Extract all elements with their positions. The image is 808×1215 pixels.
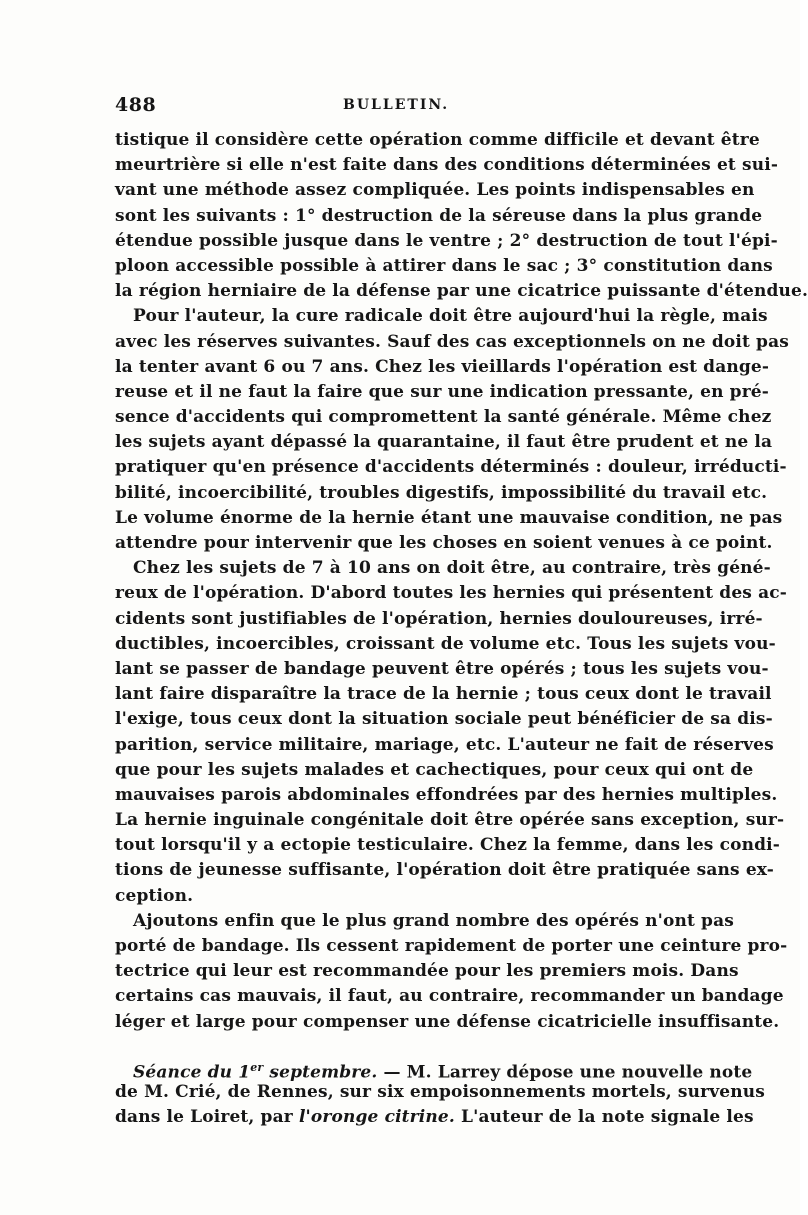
text-line: ploon accessible possible à attirer dans le sac ; 3° constitution dans bbox=[115, 255, 773, 276]
text-line bbox=[115, 1105, 754, 1130]
text-line: de M. Crié, de Rennes, sur six empoisonnements mortels, survenus bbox=[115, 1081, 765, 1102]
text-line: parition, service militaire, mariage, etc. L'auteur ne fait de réserves bbox=[115, 734, 774, 755]
seance-label: Séance du 1 bbox=[133, 1062, 251, 1083]
paragraph-1 bbox=[115, 128, 808, 304]
text-line: meurtrière si elle n'est faite dans des conditions déterminées et sui- bbox=[115, 155, 779, 176]
text-line: vant une méthode assez compliquée. Les points indispensables en bbox=[115, 180, 755, 201]
text-line: porté de bandage. Ils cessent rapidement de porter une ceinture pro- bbox=[115, 936, 788, 956]
text-line: sence d'accidents qui compromettent la santé générale. Même chez bbox=[115, 407, 772, 428]
text-line: étendue possible jusque dans le ventre ; 2° destruction de tout l'épi- bbox=[115, 230, 778, 251]
paragraph-3 bbox=[115, 556, 787, 909]
paragraph-5 bbox=[115, 1055, 765, 1131]
text-line: tout lorsqu'il y a ectopie testiculaire. Chez la femme, dans les condi- bbox=[115, 835, 780, 856]
text-segment: dans le Loiret, par bbox=[115, 1107, 299, 1128]
text-line: bilité, incoercibilité, troubles digestifs, impossibilité du travail etc. bbox=[115, 482, 768, 503]
text-line: La hernie inguinale congénitale doit être opérée sans exception, sur- bbox=[115, 810, 785, 831]
text-line: mauvaises parois abdominales effondrées par des hernies multiples. bbox=[115, 784, 778, 805]
text-line: Le volume énorme de la hernie étant une mauvaise condition, ne pas bbox=[115, 507, 783, 528]
text-line: l'exige, tous ceux dont la situation sociale peut bénéficier de sa dis- bbox=[115, 709, 773, 730]
text-line: cidents sont justifiables de l'opération, hernies douloureuses, irré- bbox=[115, 608, 763, 629]
text-segment: — M. Larrey dépose une nouvelle note bbox=[377, 1062, 753, 1083]
text-line: avec les réserves suivantes. Sauf des cas exceptionnels on ne doit pas bbox=[115, 331, 789, 352]
running-head: BULLETIN. bbox=[343, 97, 450, 113]
text-line: la tenter avant 6 ou 7 ans. Chez les vieillards l'opération est dange- bbox=[115, 356, 770, 377]
text-line: ception. bbox=[115, 885, 194, 906]
text-line: tectrice qui leur est recommandée pour les premiers mois. Dans bbox=[115, 961, 739, 982]
section-gap bbox=[115, 1035, 687, 1055]
paragraph-4 bbox=[115, 909, 788, 1035]
page-header bbox=[115, 94, 687, 120]
text-segment: L'auteur de la note signale les bbox=[454, 1107, 754, 1128]
text-line: sont les suivants : 1° destruction de la séreuse dans la plus grande bbox=[115, 205, 763, 226]
text-line: les sujets ayant dépassé la quarantaine, il faut être prudent et ne la bbox=[115, 432, 773, 453]
text-line: Chez les sujets de 7 à 10 ans on doit être, au contraire, très géné- bbox=[133, 558, 771, 579]
text-line: Pour l'auteur, la cure radicale doit être aujourd'hui la règle, mais bbox=[133, 306, 768, 327]
text-line: certains cas mauvais, il faut, au contraire, recommander un bandage bbox=[115, 986, 784, 1007]
text-line: attendre pour intervenir que les choses en soient venues à ce point. bbox=[115, 533, 773, 553]
text-line: tions de jeunesse suffisante, l'opération doit être pratiquée sans ex- bbox=[115, 860, 774, 881]
text-line: Ajoutons enfin que le plus grand nombre des opérés n'ont pas bbox=[133, 910, 734, 931]
text-line: lant faire disparaître la trace de la hernie ; tous ceux dont le travail bbox=[115, 684, 772, 705]
text-line: que pour les sujets malades et cachectiques, pour ceux qui ont de bbox=[115, 759, 754, 780]
body-text bbox=[115, 128, 808, 1130]
text-line: léger et large pour compenser une défense cicatricielle insuffisante. bbox=[115, 1011, 780, 1032]
text-line: la région herniaire de la défense par une cicatrice puissante d'étendue. bbox=[115, 281, 808, 302]
text-line bbox=[115, 1055, 753, 1083]
seance-month: septembre. bbox=[263, 1062, 378, 1083]
text-line: lant se passer de bandage peuvent être opérés ; tous les sujets vou- bbox=[115, 658, 769, 679]
page-number: 488 bbox=[115, 94, 157, 116]
text-line: pratiquer qu'en présence d'accidents déterminés : douleur, irréducti- bbox=[115, 457, 787, 478]
text-line: reux de l'opération. D'abord toutes les hernies qui présentent des ac- bbox=[115, 583, 787, 604]
text-line: tistique il considère cette opération comme difficile et devant être bbox=[115, 130, 760, 150]
text-line: ductibles, incoercibles, croissant de volume etc. Tous les sujets vou- bbox=[115, 633, 776, 654]
seance-superscript: er bbox=[250, 1060, 264, 1074]
italic-term: l'oronge citrine. bbox=[298, 1107, 455, 1128]
text-line: reuse et il ne faut la faire que sur une indication pressante, en pré- bbox=[115, 381, 769, 402]
paragraph-2 bbox=[115, 304, 789, 556]
